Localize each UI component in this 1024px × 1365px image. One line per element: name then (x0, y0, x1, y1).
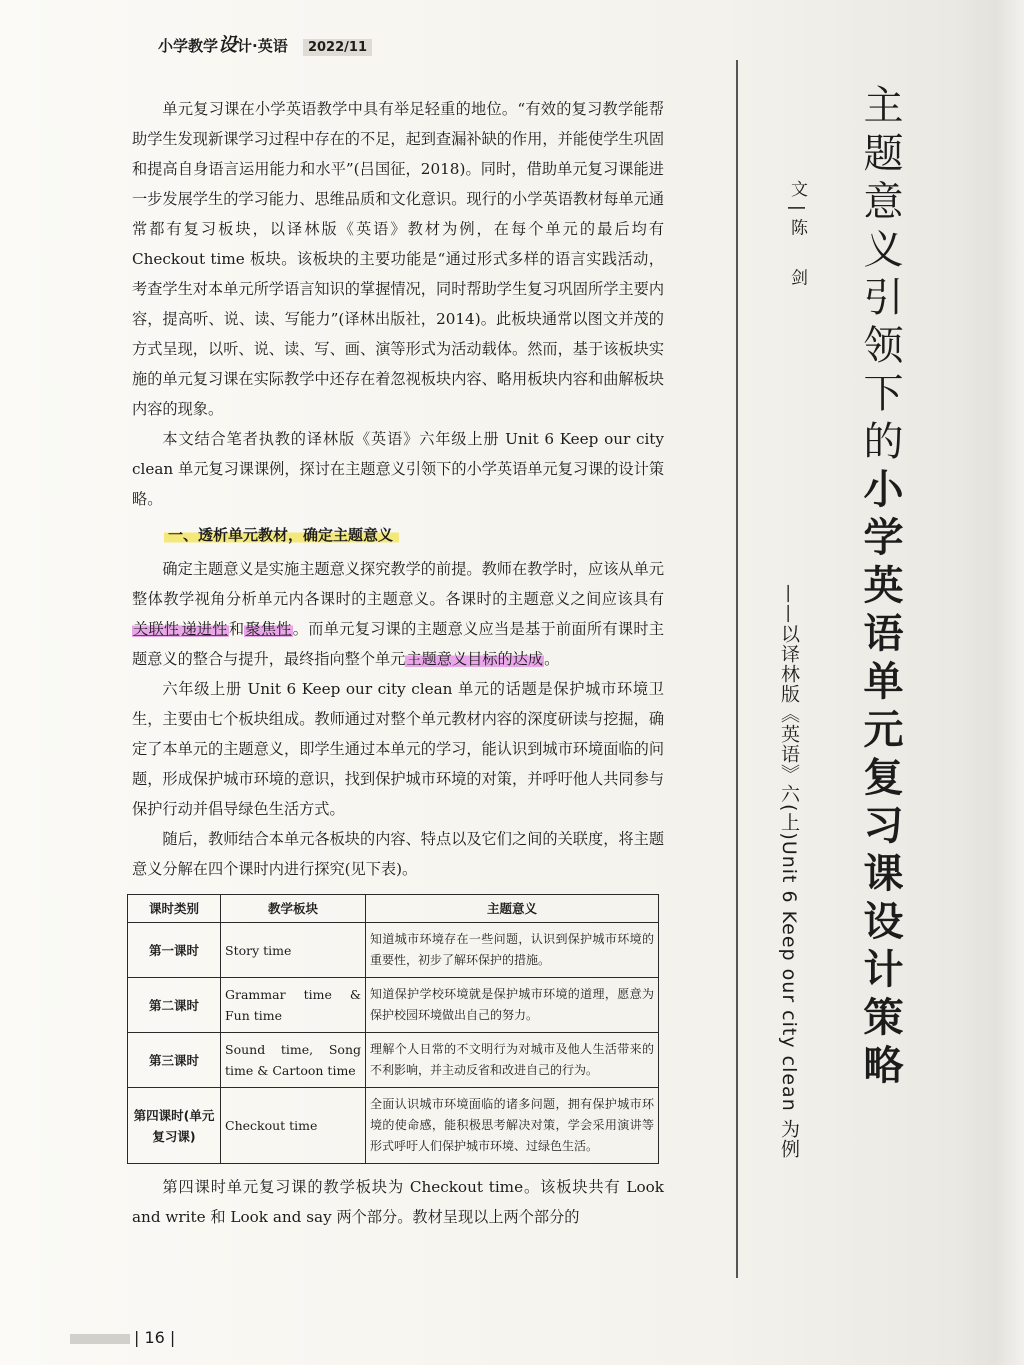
page-footer (70, 1328, 175, 1347)
table-cell-block: Story time (221, 923, 366, 978)
table-cell-block: Checkout time (221, 1088, 366, 1164)
title-part-2: 小学英语单元复习课设计策略 (857, 468, 903, 1092)
table-cell-theme: 理解个人日常的不文明行为对城市及他人生活带来的不利影响，并主动反省和改进自己的行为。 (366, 1033, 659, 1088)
paragraph-purpose: 本文结合笔者执教的译林版《英语》六年级上册 Unit 6 Keep our city clean 单元复习课课例，探讨在主题意义引领下的小学英语单元复习课的设计策略。 (132, 430, 665, 508)
highlight-progression: 递进性 (181, 620, 228, 638)
table-header-lesson: 课时类别 (128, 895, 221, 923)
table-cell-lesson: 第三课时 (128, 1033, 221, 1088)
title-part-1: 主题意义引领下的 (857, 84, 903, 468)
article-title (852, 84, 908, 1092)
paragraph-unit-topic: 六年级上册 Unit 6 Keep our city clean 单元的话题是保护城市环境卫生，主要由七个板块组成。教师通过对整个单元教材内容的深度研读与挖掘，确定了本单元的主题意义，即学生通过本单元的学习，能认识到城市环境面临的问题，形成保护城市环境的意识，找到保护城市环境的对策，并呼吁他人共同参与保护行动并倡导绿色生活方式。 (132, 680, 664, 818)
table-cell-block: Sound time, Song time & Cartoon time (221, 1033, 366, 1088)
table-cell-lesson: 第一课时 (128, 923, 221, 978)
article-body (132, 94, 664, 1232)
table-header-block: 教学板块 (221, 895, 366, 923)
paragraph-table-intro: 随后，教师结合本单元各板块的内容、特点以及它们之间的关联度，将主题意义分解在四个课时内进行探究(见下表)。 (132, 830, 664, 878)
paragraph-theme-meaning: 确定主题意义是实施主题意义探究教学的前提。教师在教学时，应该从单元整体教学视角分析单元内各课时的主题意义。各课时的主题意义之间应该具有关联性 递进性和聚焦性。而单元复习课的主题意义应当是基于前面所有课时主题意义的整合与提升，最终指向整个单元主题意义目标的达成。 (132, 560, 665, 668)
table-cell-lesson: 第四课时(单元复习课) (128, 1088, 221, 1164)
table-row (128, 923, 659, 978)
paragraph-lesson4: 第四课时单元复习课的教学板块为 Checkout time。该板块共有 Look and write 和 Look and say 两个部分。教材呈现以上两个部分的 (132, 1178, 664, 1226)
table-cell-theme: 知道城市环境存在一些问题，认识到保护城市环境的重要性，初步了解环保护的措施。 (366, 923, 659, 978)
table-header-row (128, 895, 659, 923)
table-cell-theme: 全面认识城市环境面临的诸多问题，拥有保护城市环境的使命感，能积极思考解决对策，学会采用演讲等形式呼吁人们保护城市环境、过绿色生活。 (366, 1088, 659, 1164)
issue-date: 2022/11 (303, 39, 372, 56)
page-edge-shadow (954, 0, 1024, 1365)
footer-bar (70, 1334, 130, 1344)
table-cell-theme: 知道保护学校环境就是保护城市环境的道理，愿意为保护校园环境做出自己的努力。 (366, 978, 659, 1033)
lesson-theme-table (127, 894, 659, 1164)
table-cell-lesson: 第二课时 (128, 978, 221, 1033)
paragraph-intro: 单元复习课在小学英语教学中具有举足轻重的地位。“有效的复习教学能帮助学生发现新课学习过程中存在的不足，起到查漏补缺的作用，并能使学生巩固和提高自身语言运用能力和水平”(吕国征，2018)。同时，借助单元复习课能进一步发展学生的学习能力、思维品质和文化意识。现行的小学英语教材每单元通常都有复习板块，以译林版《英语》教材为例，在每个单元的最后均有 Checkout time 板块。该板块的主要功能是“通过形式多样的语言实践活动，考查学生对本单元所学语言知识的掌握情况，同时帮助学生复习巩固所学主要内容，提高听、说、读、写能力”(译林出版社，2014)。此板块通常以图文并茂的方式呈现，以听、说、读、写、画、演等形式为活动载体。然而，基于该板块实施的单元复习课在实际教学中还存在着忽视板块内容、略用板块内容和曲解板块内容的现象。 (132, 100, 664, 418)
highlight-focus: 聚焦性 (245, 620, 292, 638)
page-number: | 16 | (134, 1328, 176, 1347)
table-cell-block: Grammar time & Fun time (221, 978, 366, 1033)
author-byline: 文|陈 剑 (787, 180, 807, 294)
running-header (158, 30, 372, 57)
section-heading-1: 一、透析单元教材，确定主题意义 (132, 520, 664, 550)
table-row (128, 1033, 659, 1088)
magazine-name: 小学教学设计·英语 (158, 34, 288, 56)
highlight-relevance: 关联性 (133, 620, 180, 638)
column-divider (736, 60, 738, 1278)
article-subtitle: ——以译林版《英语》六(上)Unit 6 Keep our city clean 为例 (778, 584, 800, 1159)
table-header-theme: 主题意义 (366, 895, 659, 923)
table-row (128, 978, 659, 1033)
table-row (128, 1088, 659, 1164)
highlight-goal: 主题意义目标的达成 (406, 650, 544, 668)
